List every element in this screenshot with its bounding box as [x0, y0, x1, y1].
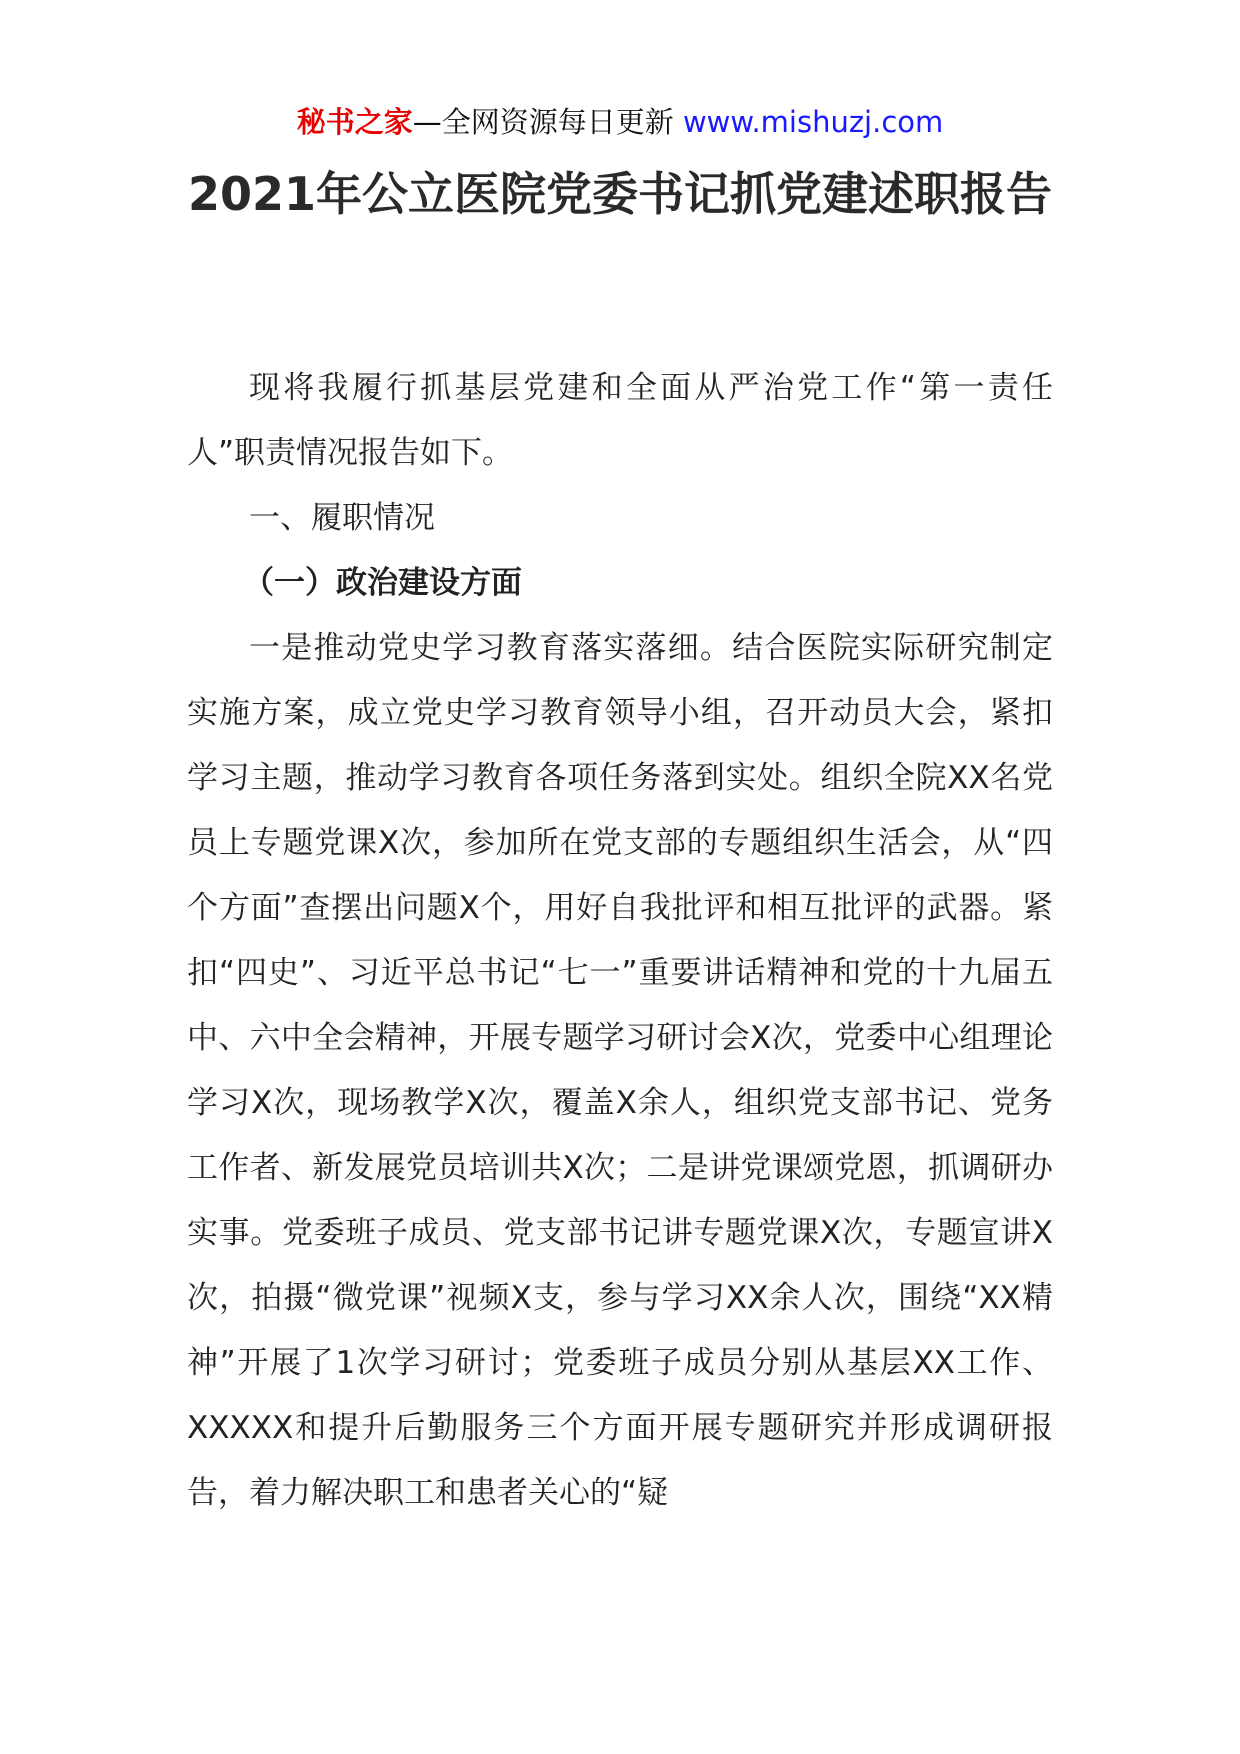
- body-paragraph: 一是推动党史学习教育落实落细。结合医院实际研究制定实施方案，成立党史学习教育领导小组，召开动员大会，紧扣学习主题，推动学习教育各项任务落到实处。组织全院XX名党员上专题党课X次，参加所在党支部的专题组织生活会，从“四个方面”查摆出问题X个，用好自我批评和相互批评的武器。紧扣“四史”、习近平总书记“七一”重要讲话精神和党的十九届五中、六中全会精神，开展专题学习研讨会X次，党委中心组理论学习X次，现场教学X次，覆盖X余人，组织党支部书记、党务工作者、新发展党员培训共X次；二是讲党课颂党恩，抓调研办实事。党委班子成员、党支部书记讲专题党课X次，专题宣讲X次，拍摄“微党课”视频X支，参与学习XX余人次，围绕“XX精神”开展了1次学习研讨；党委班子成员分别从基层XX工作、XXXXX和提升后勤服务三个方面开展专题研究并形成调研报告，着力解决职工和患者关心的“疑: [187, 630, 1053, 1511]
- header-slogan: —全网资源每日更新: [412, 105, 674, 139]
- subsection-heading: （一）政治建设方面: [243, 565, 522, 601]
- site-link[interactable]: www.mishuzj.com: [682, 105, 944, 139]
- document-title: 2021年公立医院党委书记抓党建述职报告: [187, 167, 1053, 221]
- brand-name: 秘书之家: [296, 105, 413, 139]
- document-body: [187, 356, 1053, 1526]
- site-header: [0, 102, 1240, 142]
- section-heading: 一、履职情况: [249, 500, 435, 536]
- intro-paragraph: 现将我履行抓基层党建和全面从严治党工作“第一责任人”职责情况报告如下。: [187, 370, 1053, 471]
